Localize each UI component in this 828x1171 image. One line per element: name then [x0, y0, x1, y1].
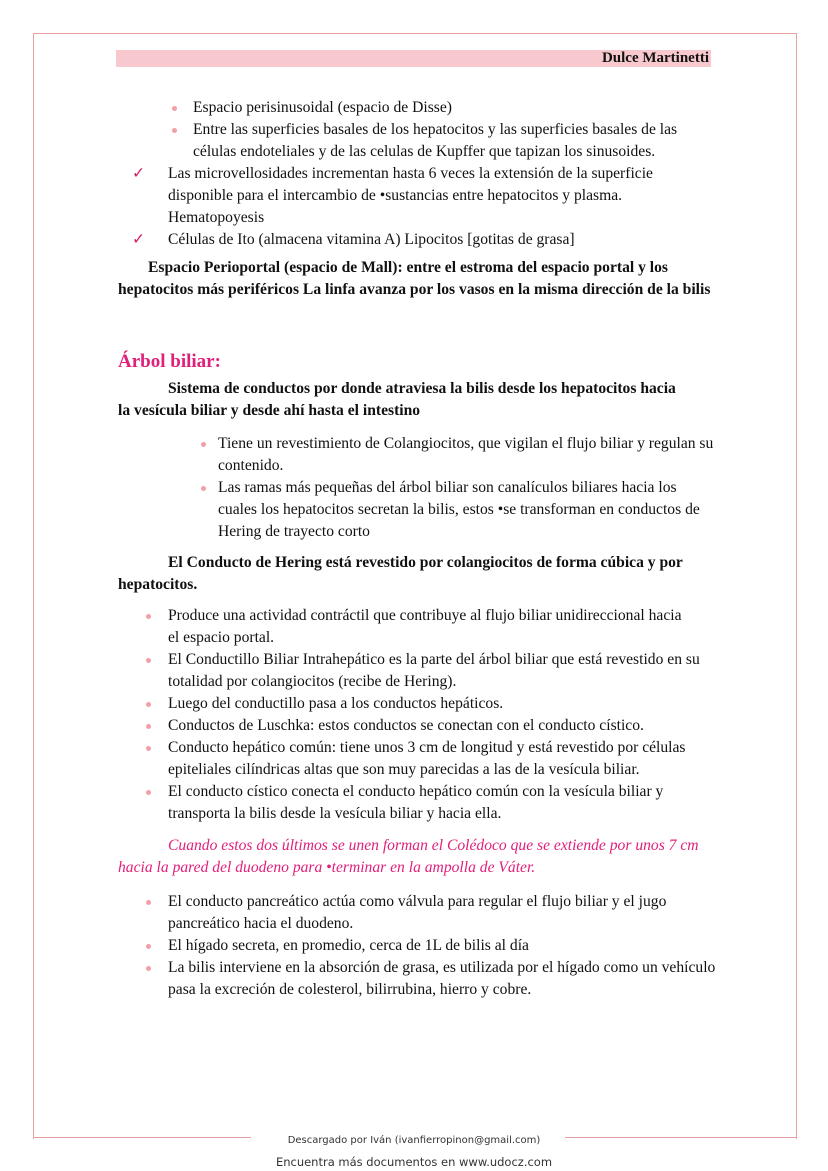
list-item: Conducto hepático común: tiene unos 3 cm de longitud y está revestido por células epiteliales cilíndricas altas que son muy parecidas a las de la vesícula biliar. [118, 737, 718, 781]
check-item-text: Las microvellosidades incrementan hasta 6 veces la extensión de la superficie disponible para el intercambio de •sustancias entre hepatocitos y plasma. Hematopoyesis [168, 165, 653, 226]
section-arbol [118, 351, 718, 1001]
list-item: Produce una actividad contráctil que contribuye al flujo biliar unidireccional hacia el espacio portal. [118, 605, 718, 649]
check-icon: ✓ [132, 231, 146, 248]
header-band [116, 50, 711, 67]
footer-more-link[interactable]: Encuentra más documentos en www.udocz.com [275, 1155, 553, 1169]
list-item: El hígado secreta, en promedio, cerca de 1L de bilis al día [118, 935, 718, 957]
list-item: Tiene un revestimiento de Colangiocitos, que vigilan el flujo biliar y regulan su contenido. [118, 433, 718, 477]
author-name: Dulce Martinetti [601, 50, 709, 66]
check-icon: ✓ [132, 165, 146, 182]
check-item [118, 163, 718, 229]
list-item: El conducto pancreático actúa como válvula para regular el flujo biliar y el jugo pancreático hacia el duodeno. [118, 891, 718, 935]
check-item-text: Células de Ito (almacena vitamina A) Lipocitos [gotitas de grasa] [168, 231, 575, 248]
arbol-intro: Sistema de conductos por donde atraviesa la bilis desde los hepatocitos hacia la vesícula biliar y desde ahí hasta el intestino [118, 380, 676, 419]
list-item: Espacio perisinusoidal (espacio de Disse) [118, 97, 718, 119]
list-item: Luego del conductillo pasa a los conductos hepáticos. [118, 693, 718, 715]
section-heading: Árbol biliar: [118, 351, 221, 372]
hering-paragraph: El Conducto de Hering está revestido por colangiocitos de forma cúbica y por hepatocitos. [118, 554, 683, 593]
list-item: Conductos de Luschka: estos conductos se conectan con el conducto cístico. [118, 715, 718, 737]
list-item: El Conductillo Biliar Intrahepático es la parte del árbol biliar que está revestido en su totalidad por colangiocitos (recibe de Hering). [118, 649, 718, 693]
list-item: La bilis interviene en la absorción de grasa, es utilizada por el hígado como un vehículo pasa la excreción de colesterol, bilirrubina, hierro y cobre. [118, 957, 718, 1001]
list-item: Las ramas más pequeñas del árbol biliar son canalículos biliares hacia los cuales los hepatocitos secretan la bilis, estos •se transforman en conductos de Hering de trayecto corto [118, 477, 718, 543]
list-item: El conducto cístico conecta el conducto hepático común con la vesícula biliar y transporta la bilis desde la vesícula biliar y hacia ella. [118, 781, 718, 825]
footer-downloaded: Descargado por Iván (ivanfierropinon@gmail.com) [287, 1135, 541, 1146]
list-item: Entre las superficies basales de los hepatocitos y las superficies basales de las células endoteliales y de las celulas de Kupffer que tapizan los sinusoides. [118, 119, 718, 163]
check-item [118, 229, 718, 251]
coledoco-paragraph: Cuando estos dos últimos se unen forman el Colédoco que se extiende por unos 7 cm hacia la pared del duodeno para •terminar en la ampolla de Váter. [118, 837, 699, 876]
section-disse [118, 97, 718, 301]
perioportal-paragraph: Espacio Perioportal (espacio de Mall): entre el estroma del espacio portal y los hepatocitos más periféricos La linfa avanza por los vasos en la misma dirección de la bilis [118, 259, 711, 298]
